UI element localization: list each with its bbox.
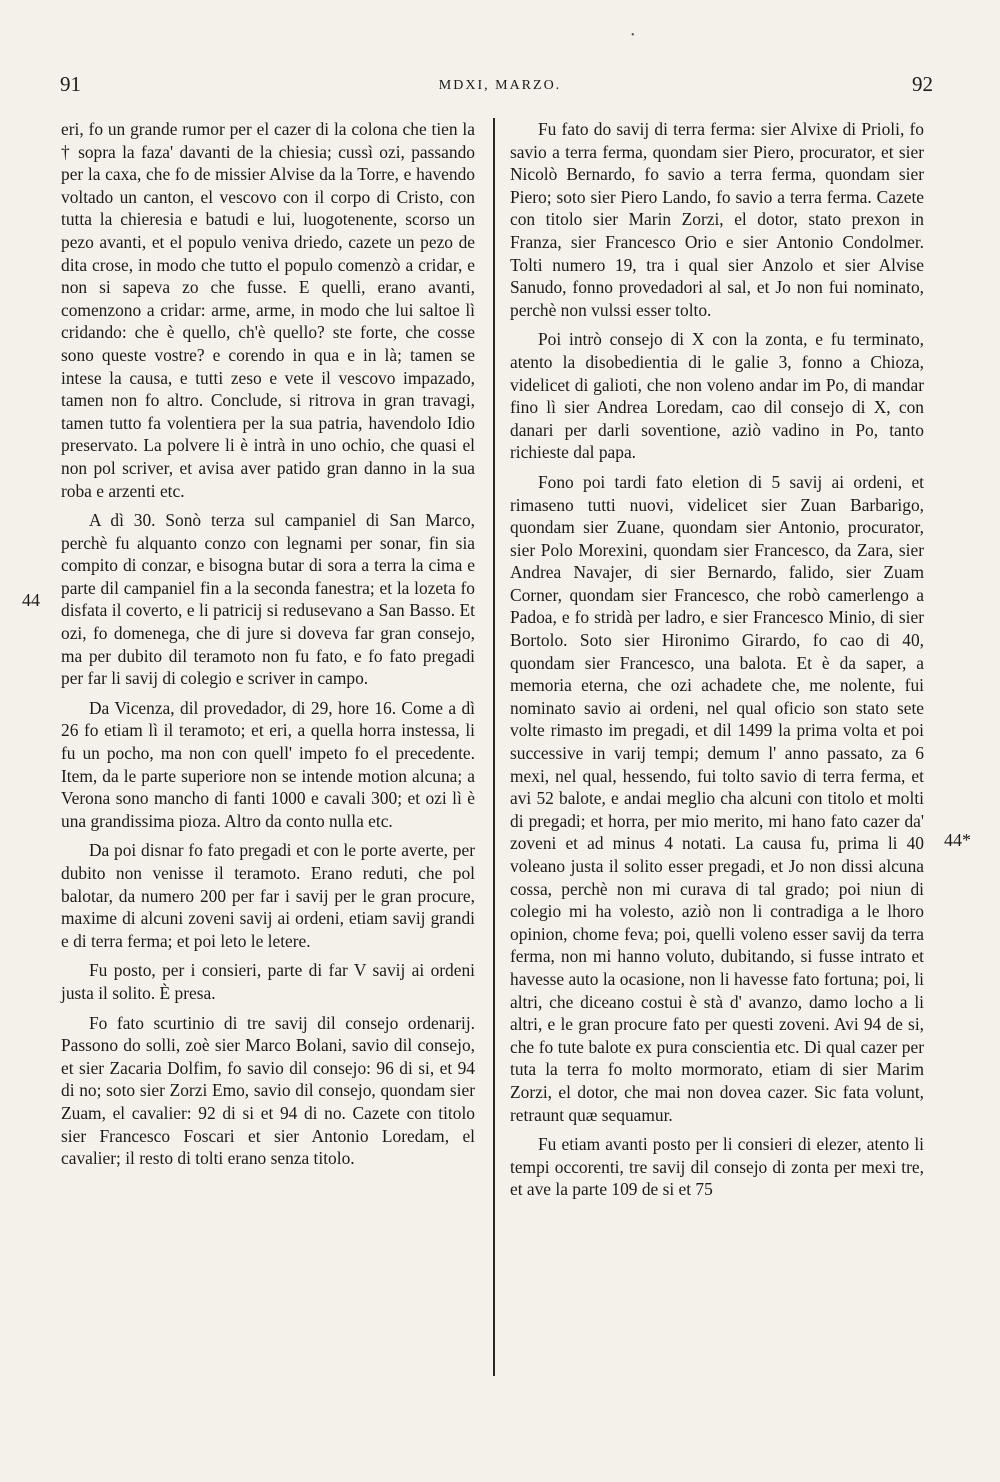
paragraph: Fu etiam avanti posto per li consieri di elezer, atento li tempi occorenti, tre savij dil consejo di zonta per mexi tre, et ave la parte 109 de si et 75 bbox=[510, 1134, 924, 1200]
paragraph: Fo fato scurtinio di tre savij dil consejo ordenarij. Passono do solli, zoè sier Marco Bolani, savio dil consejo, et sier Zacaria Dolfim, fo savio dil consejo: 96 di si, et 94 di no; soto sier Zorzi Emo, savio dil consejo, quondam sier Zuam, el cavalier: 92 di si et 94 di no. Cazete con titolo sier Francesco Foscari et sier Antonio Loredam, el cavalier; il resto di tolti erano senza titolo. bbox=[61, 1012, 475, 1169]
print-mark: • bbox=[631, 30, 635, 41]
margin-note-right: 44* bbox=[944, 830, 971, 850]
margin-note-left: 44 bbox=[22, 590, 40, 610]
paragraph: A dì 30. Sonò terza sul campaniel di San Marco, perchè fu alquanto conzo con legnami per sonar, fin sia compito di conzar, e bisogna butar di sora a terra la cima e parte dil campaniel fin a la seconda fanestra; et la lozeta fo disfata il coverto, e li patricij si redusevano a San Basso. Et ozi, fo domenega, che di jure si doveva far gran consejo, ma per dubito dil teramoto non fu fato, e fo fato pregadi per far li savij di colegio e scriver in campo. bbox=[61, 510, 475, 689]
paragraph: Fono poi tardi fato eletion di 5 savij ai ordeni, et rimaseno tutti nuovi, videlicet sier Zuan Barbarigo, quondam sier Zuane, quondam sier Antonio, procurator, sier Polo Morexini, quondam sier Francesco, da Zara, sier Andrea Navajer, di sier Bernardo, falido, sier Zuam Corner, quondam sier Francesco, che robò camerlengo a Padoa, e fo stridà per ladro, e sier Francesco Minio, di sier Bortolo. Soto sier Hironimo Girardo, fo cao di 40, quondam sier Francesco, una balota. Et è da saper, a memoria eterna, che ozi achadete che, me nolente, fui nominato savio ai ordeni, nel qual oficio son stato sete volte rimasto im pregadi, et dil 1499 la prima volta et poi successive in varij tempi; demum l' anno passato, za 6 mexi, nel qual, hessendo, fui tolto savio di terra ferma, et avi 52 balote, e andai meglio cha alcuni con titolo et molti di pregadi; et horra, per mio merito, mi hano fato cazer da' zoveni et ad minus 4 notati. La causa fu, prima li 40 voleano justa il solito esser pregadi, et Jo non dissi alcuna cossa, perchè non mi curava di tal grado; poi niun di colegio mi ha volesto, aziò non li contradiga a le lhoro opinion, chome feva; poi, quelli voleno esser savij da terra ferma, non mi hanno voluto, dubitando, si fusse intrato et havesse auto la ocasione, non li havesse fato fortuna; poi, li altri, che diceano costui è stà d' avanzo, damo locho a li altri, e le gran procure fato per questi zoveni. Avi 94 de si, che fo tute balote ex pura conscientia etc. Di qual cazer per tuta la terra fo molto mormorato, etiam di sier Marim Zorzi, el dotor, che mai non dovea cazer. Sic fata volunt, retraunt quæ sequamur. bbox=[510, 471, 924, 1125]
paragraph: Poi intrò consejo di X con la zonta, e fu terminato, atento la disobedientia di le galie 3, fonno a Chioza, videlicet di galioti, che non voleno andar im Po, di mandar fino lì sier Andrea Loredam, cao dil consejo di X, con danari per darli soventione, aziò vadino in Po, tanto richieste dal papa. bbox=[510, 329, 924, 463]
left-text-column bbox=[61, 118, 475, 1170]
paragraph: Da Vicenza, dil provedador, di 29, hore 16. Come a dì 26 fo etiam lì il teramoto; et eri, a quella horra instessa, li fu un pocho, ma non con quell' impeto fo el precedente. Item, da le parte superiore non se intende motion alcuna; a Verona sono mancho di fanti 1000 e cavali 300; et ozi lì è una grandissima pioza. Altro da conto nulla etc. bbox=[61, 697, 475, 831]
paragraph: Fu posto, per i consieri, parte di far V savij ai ordeni justa il solito. È presa. bbox=[61, 960, 475, 1003]
paragraph: Fu fato do savij di terra ferma: sier Alvixe di Prioli, fo savio a terra ferma, quondam sier Piero, procurator, et sier Nicolò Bernardo, fo savio a terra ferma, quondam sier Piero; soto sier Piero Lando, fo savio a terra ferma. Cazete con titolo sier Marin Zorzi, el dotor, stato prexon in Franza, sier Francesco Orio e sier Antonio Condolmer. Tolti numero 19, tra i qual sier Anzolo et sier Alvise Sanudo, fonno provedadori al sal, et Jo non fui nominato, perchè non vulssi esser tolto. bbox=[510, 119, 924, 320]
right-text-column bbox=[510, 118, 924, 1201]
page-header bbox=[0, 72, 1000, 102]
paragraph: Da poi disnar fo fato pregadi et con le porte averte, per dubito non venisse il teramoto. Erano reduti, che pol balotar, da numero 200 per far i savij per le gran procure, maxime di alcuni zoveni savij ai ordeni, etiam savij grandi e di terra ferma; et poi leto le letere. bbox=[61, 840, 475, 951]
page-number-left: 91 bbox=[60, 72, 81, 96]
page-number-right: 92 bbox=[912, 72, 933, 96]
running-title: MDXI, MARZO. bbox=[438, 78, 562, 93]
paragraph: eri, fo un grande rumor per el cazer di la colona che tien la † sopra la faza' davanti de la chiesia; cussì ozi, passando per la caxa, che fo de missier Alvise da la Torre, e havendo voltado un canton, el vescovo con il corpo di Cristo, con tutta la chieresia e batudi e lui, luogotenente, scorso un pezo avanti, et el populo veniva driedo, cazete un pezo de dita crose, in modo che tutto el populo comenzò a cridar, e non si sapeva zo che fusse. E quelli, erano avanti, comenzono a cridar: arme, arme, in modo che lui saltoe lì cridando: che è quello, ch'è quello? ste forte, che cosse sono queste vostre? e corendo in qua e in là; tamen se intese la causa, e tutti zeso e vete il vescovo impazado, tamen non fo altro. Conclude, si ritrova in gran travagi, tamen tutto fa volentiera per la sua patria, havendolo Idio preservato. La polvere li è intrà in uno ochio, che quasi el non pol scriver, et avisa aver patido gran danno in la sua roba e arzenti etc. bbox=[61, 119, 475, 501]
column-divider bbox=[493, 118, 495, 1376]
